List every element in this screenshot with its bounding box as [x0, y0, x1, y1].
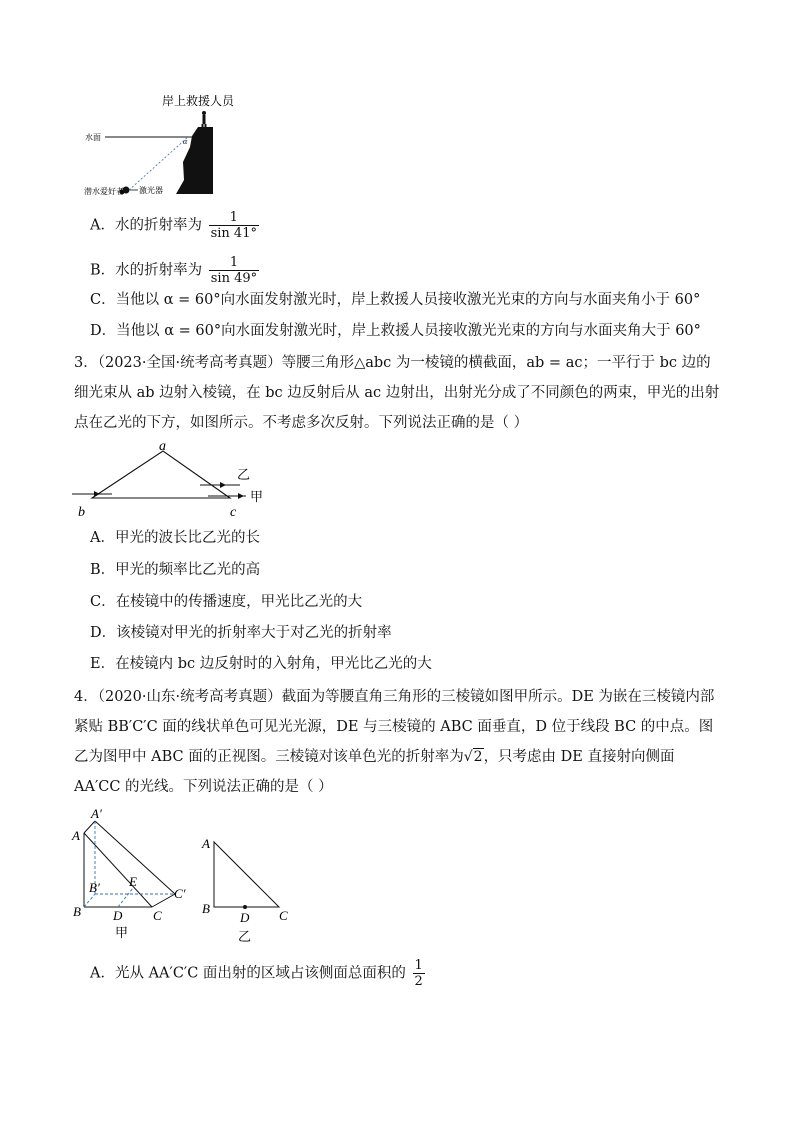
q4-stem-part2: ，只考虑由 DE 直接射向侧面 AA′CC 的光线。下列说法正确的是（ ）: [74, 749, 675, 795]
vertex-A: A: [202, 836, 210, 851]
prism-3d-figure-jia: [70, 805, 195, 940]
q4-stem-part1: 4．（2020·山东·统考高考真题）截面为等腰直角三角形的三棱镜如图甲所示。DE 为嵌在三棱镜内部紧贴 BB′C′C 面的线状单色可见光光源，DE 与三棱镜的 ABC 面垂直，D 位于线段 BC 的中点。图乙为图甲中 ABC 面的正视图。三棱镜对该单色光的折射率为: [74, 689, 715, 765]
vertex-c: c: [230, 505, 237, 520]
q2-option-d[interactable]: D．当他以 α = 60°向水面发射激光时，岸上救援人员接收激光光束的方向与水面夹角大于 60°: [90, 323, 701, 339]
alpha-label: α: [183, 137, 188, 146]
fraction-numerator: 1: [414, 958, 423, 973]
fraction-numerator: 1: [229, 210, 238, 225]
diver-label: 潜水爱好者: [84, 187, 124, 196]
vertex-B1: B′: [89, 880, 100, 895]
prism-figure: [70, 440, 280, 520]
q2-option-a-text: A．水的折射率为: [90, 217, 202, 234]
q4-option-a-text: A．光从 AA′C′C 面出射的区域占该侧面总面积的: [90, 965, 406, 982]
vertex-a: a: [159, 440, 166, 454]
vertex-B: B: [202, 901, 210, 916]
laser-label: 激光器: [139, 186, 163, 195]
label-yi: 乙: [237, 467, 251, 482]
vertex-E: E: [129, 874, 137, 889]
vertex-D: D: [113, 908, 123, 923]
label-jia: 甲: [250, 489, 264, 504]
fraction-1-2: [413, 958, 425, 989]
q3-option-d[interactable]: D．该棱镜对甲光的折射率大于对乙光的折射率: [90, 625, 392, 641]
incident-arrow: [94, 491, 100, 497]
vertex-A: A: [72, 828, 80, 843]
fraction-1-sin41: [209, 210, 259, 241]
q4-stem: [74, 682, 724, 802]
sqrt-2: √2: [463, 749, 483, 765]
vertex-C1: C′: [174, 886, 186, 901]
arrow-jia: [238, 493, 244, 499]
rescuer-label: 岸上救援人员: [162, 94, 235, 108]
water-label: 水面: [85, 133, 101, 142]
q3-option-c[interactable]: C．在棱镜中的传播速度，甲光比乙光的大: [90, 594, 363, 610]
sqrt-radicand: 2: [473, 749, 483, 765]
q4-option-a[interactable]: [90, 958, 425, 989]
rescuer-icon: [202, 111, 207, 127]
q3-option-a[interactable]: A．甲光的波长比乙光的长: [90, 530, 260, 546]
fraction-numerator: 1: [229, 255, 239, 270]
point-D: [243, 905, 247, 909]
fraction-denominator: sin 41°: [210, 226, 257, 241]
vertex-C: C: [153, 908, 162, 923]
front-triangle: [214, 842, 279, 907]
caption-jia: 甲: [115, 925, 129, 940]
laser-beam: [129, 137, 188, 190]
vertex-A1: A′: [91, 806, 102, 821]
fraction-denominator: sin 49°: [210, 271, 258, 286]
prism-front-figure-yi: [198, 830, 298, 945]
q3-option-b[interactable]: B．甲光的频率比乙光的高: [90, 562, 261, 578]
arrow-yi: [220, 482, 226, 488]
q3-stem: 3．（2023·全国·统考高考真题）等腰三角形△abc 为一棱镜的横截面，ab = ac；一平行于 bc 边的细光束从 ab 边射入棱镜，在 bc 边反射后从 ac 边射出，出射光分成了不同颜色的两束，甲光的出射点在乙光的下方，如图所示。不考虑多次反射。下列说法正确的是（ ）: [74, 355, 720, 431]
prism-triangle: [92, 451, 230, 498]
q2-option-c[interactable]: C．当他以 α = 60°向水面发射激光时，岸上救援人员接收激光光束的方向与水面夹角小于 60°: [90, 292, 701, 308]
q2-option-a[interactable]: [90, 210, 259, 241]
fraction-1-sin49: [209, 255, 259, 286]
diver-figure: [80, 92, 250, 207]
vertex-D: D: [240, 910, 250, 925]
fraction-denominator: 2: [414, 974, 423, 989]
q3-option-e[interactable]: E．在棱镜内 bc 边反射时的入射角，甲光比乙光的大: [90, 656, 432, 672]
q2-option-b-text: B．水的折射率为: [90, 262, 203, 279]
vertex-B: B: [73, 904, 81, 919]
vertex-C: C: [279, 908, 288, 923]
q2-option-b[interactable]: [90, 255, 259, 286]
vertex-b: b: [78, 505, 85, 520]
caption-yi: 乙: [238, 929, 252, 944]
